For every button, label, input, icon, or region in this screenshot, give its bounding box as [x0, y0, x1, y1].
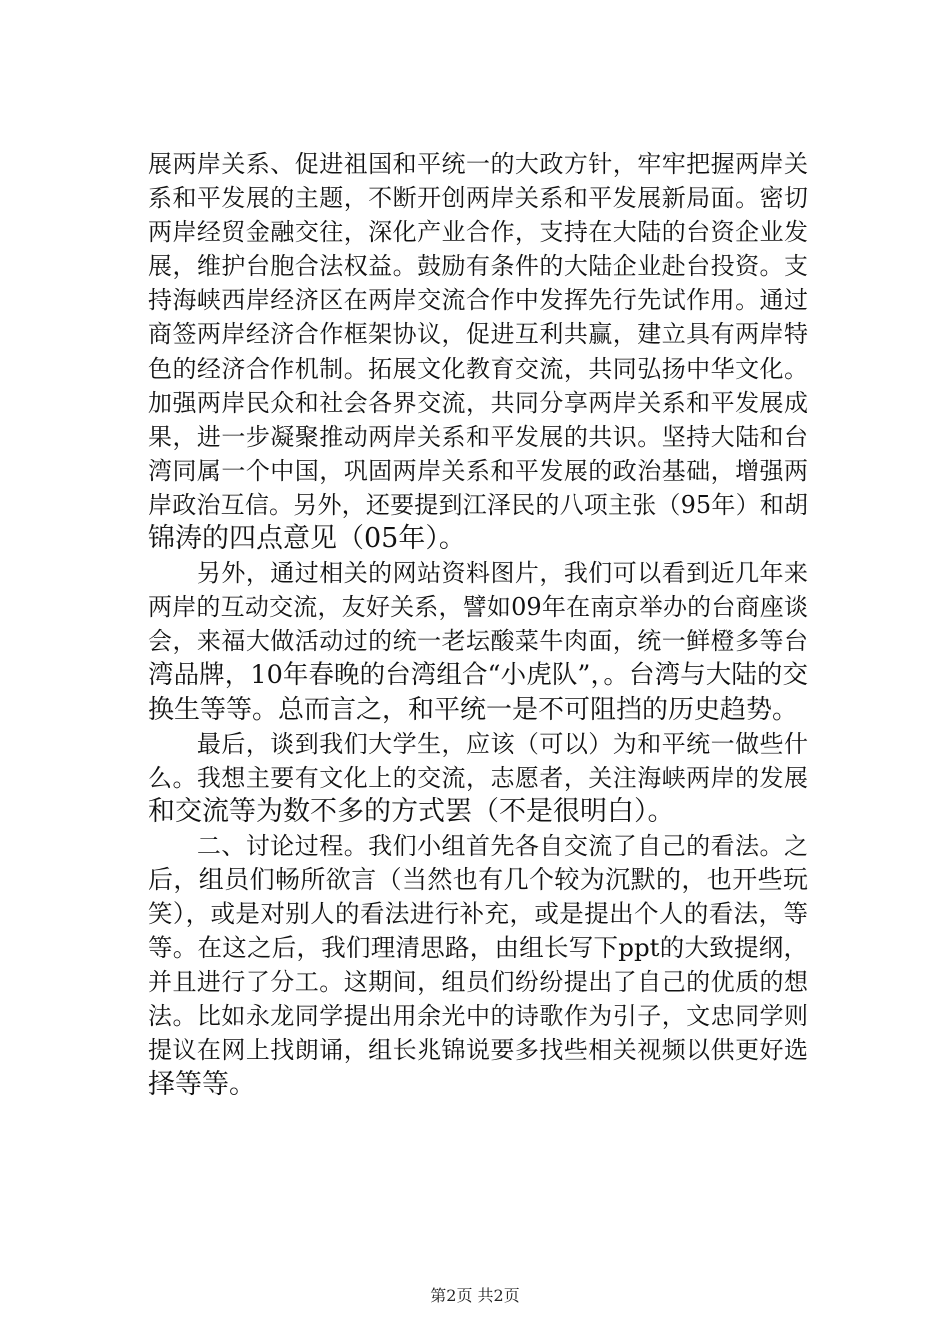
text-line: 提议在网上找朗诵，组长兆锦说要多找些相关视频以供更好选: [148, 1036, 808, 1065]
text-line: 岸政治互信。另外，还要提到江泽民的八项主张（95年）和胡: [148, 490, 808, 519]
text-line: 湾同属一个中国，巩固两岸关系和平发展的政治基础，增强两: [148, 456, 808, 485]
text-line: 并且进行了分工。这期间，组员们纷纷提出了自己的优质的想: [148, 968, 808, 997]
text-line: 展两岸关系、促进祖国和平统一的大政方针，牢牢把握两岸关: [148, 150, 808, 178]
text-line: 两岸经贸金融交往，深化产业合作，支持在大陆的台资企业发: [148, 218, 808, 247]
page-number-footer: 第2页 共2页: [430, 1286, 520, 1305]
text-line: 么。我想主要有文化上的交流，志愿者，关注海峡两岸的发展: [148, 763, 808, 792]
text-line: 两岸的互动交流，友好关系，譬如09年在南京举办的台商座谈: [148, 593, 808, 622]
paragraph: [148, 556, 808, 726]
text-line: 等。在这之后，我们理清思路，由组长写下ppt的大致提纲，: [148, 933, 808, 963]
text-line: 锦涛的四点意见（05年）。: [148, 523, 466, 555]
text-line: 和交流等为数不多的方式罢（不是很明白）。: [148, 795, 675, 827]
text-line: 商签两岸经济合作框架协议，促进互利共赢，建立具有两岸特: [148, 320, 808, 349]
text-line: 展，维护台胞合法权益。鼓励有条件的大陆企业赴台投资。支: [148, 252, 808, 281]
text-line: 湾品牌，10年春晚的台湾组合“小虎队”，。台湾与大陆的交: [148, 660, 808, 691]
text-line: 另外，通过相关的网站资料图片，我们可以看到近几年来: [148, 559, 808, 588]
text-line: 系和平发展的主题，不断开创两岸关系和平发展新局面。密切: [148, 184, 808, 213]
text-line: 后，组员们畅所欲言（当然也有几个较为沉默的，也开些玩: [148, 864, 808, 894]
text-line: 二、讨论过程。我们小组首先各自交流了自己的看法。之: [148, 831, 808, 860]
text-line: 果，进一步凝聚推动两岸关系和平发展的共识。坚持大陆和台: [148, 422, 808, 451]
paragraph: [148, 147, 808, 556]
text-line: 法。比如永龙同学提出用余光中的诗歌作为引子，文忠同学则: [148, 1002, 808, 1031]
text-line: 持海峡西岸经济区在两岸交流合作中发挥先行先试作用。通过: [148, 286, 808, 315]
text-line: 换生等等。总而言之，和平统一是不可阻挡的历史趋势。: [148, 694, 799, 725]
paragraph: [148, 829, 808, 1102]
text-line: 会，来福大做活动过的统一老坛酸菜牛肉面，统一鲜橙多等台: [148, 627, 808, 656]
document-body: [148, 147, 808, 1102]
text-line: 择等等。: [148, 1068, 256, 1100]
paragraph: [148, 727, 808, 829]
text-line: 最后，谈到我们大学生，应该（可以）为和平统一做些什: [148, 729, 808, 758]
text-line: 加强两岸民众和社会各界交流，共同分享两岸关系和平发展成: [148, 388, 808, 417]
text-line: 笑），或是对别人的看法进行补充，或是提出个人的看法，等: [148, 899, 808, 929]
text-line: 色的经济合作机制。拓展文化教育交流，共同弘扬中华文化。: [148, 354, 808, 383]
